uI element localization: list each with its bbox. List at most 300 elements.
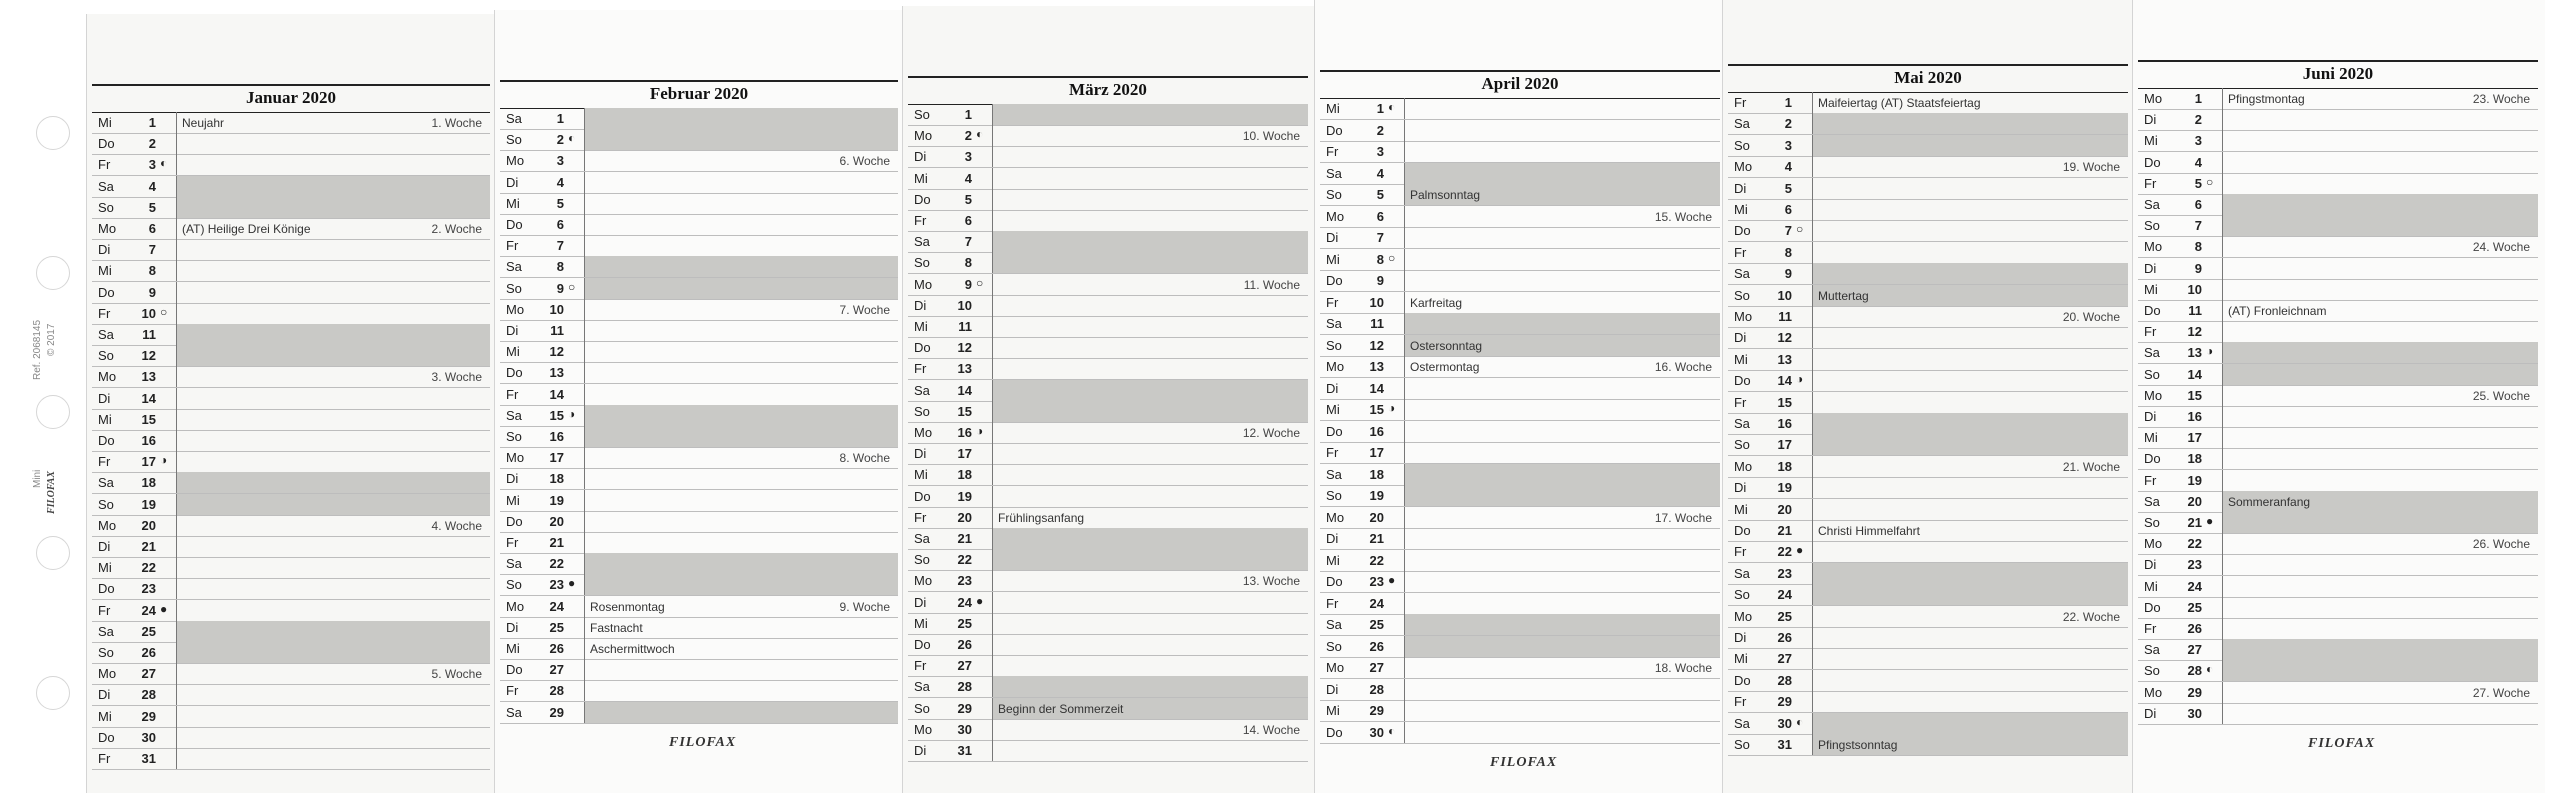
day-entry-area[interactable] [176,536,490,557]
day-row[interactable] [500,468,898,490]
day-row[interactable] [1320,442,1720,464]
day-entry-area[interactable] [1812,113,2128,134]
day-entry-area[interactable] [176,345,490,366]
day-row[interactable] [1728,370,2128,392]
day-entry-area[interactable] [1812,627,2128,648]
day-entry-area[interactable] [584,362,898,383]
day-entry-area[interactable] [584,278,898,299]
day-row[interactable] [92,706,490,728]
day-row[interactable] [2138,342,2538,364]
day-entry-area[interactable] [992,613,1308,634]
day-row[interactable] [1320,292,1720,314]
day-entry-area[interactable] [1812,691,2128,712]
day-row[interactable] [2138,639,2538,661]
day-row[interactable] [908,189,1308,211]
day-entry-area[interactable] [2222,364,2538,385]
day-entry-area[interactable] [1404,550,1720,571]
day-row[interactable] [1728,113,2128,135]
day-row[interactable] [1320,249,1720,271]
day-entry-area[interactable] [992,252,1308,273]
day-entry-area[interactable] [1812,263,2128,284]
day-row[interactable] [500,278,898,300]
day-entry-area[interactable] [1812,199,2128,220]
day-row[interactable] [2138,576,2538,598]
day-entry-area[interactable] [584,426,898,447]
day-entry-area[interactable] [1404,485,1720,506]
day-row[interactable] [500,426,898,448]
day-entry-area[interactable] [992,655,1308,676]
day-entry-area[interactable] [992,231,1308,252]
day-row[interactable] [92,324,490,346]
day-entry-area[interactable] [176,621,490,642]
day-entry-area[interactable] [584,511,898,532]
day-entry-area[interactable] [584,532,898,553]
day-entry-area[interactable] [584,574,898,595]
day-row[interactable] [1728,135,2128,157]
day-row[interactable] [2138,491,2538,513]
day-row[interactable] [500,680,898,702]
day-row[interactable] [500,447,898,469]
day-entry-area[interactable] [992,464,1308,485]
day-entry-area[interactable] [584,405,898,426]
day-row[interactable] [92,727,490,749]
day-row[interactable] [1728,691,2128,713]
day-entry-area[interactable] [992,380,1308,401]
day-entry-area[interactable] [1404,313,1720,334]
day-row[interactable] [92,515,490,537]
day-row[interactable] [92,642,490,664]
day-row[interactable] [908,380,1308,402]
day-row[interactable] [2138,554,2538,576]
day-row[interactable] [908,168,1308,190]
day-entry-area[interactable] [1404,141,1720,162]
day-entry-area[interactable] [2222,448,2538,469]
day-row[interactable] [92,366,490,388]
day-row[interactable] [1728,392,2128,414]
day-entry-area[interactable] [2222,512,2538,533]
day-row[interactable] [1728,477,2128,499]
day-row[interactable] [1728,499,2128,521]
day-entry-area[interactable] [176,472,490,493]
day-entry-area[interactable] [1404,722,1720,743]
day-row[interactable] [2138,406,2538,428]
day-entry-area[interactable] [584,384,898,405]
day-row[interactable] [1728,306,2128,328]
day-row[interactable] [2138,427,2538,449]
day-row[interactable] [92,345,490,367]
day-entry-area[interactable] [2222,109,2538,130]
day-row[interactable] [500,299,898,321]
day-entry-area[interactable] [2222,660,2538,681]
day-row[interactable] [2138,194,2538,216]
day-row[interactable] [908,125,1308,147]
day-row[interactable] [1728,520,2128,542]
day-row[interactable] [2138,236,2538,258]
day-row[interactable] [500,659,898,681]
day-row[interactable] [2138,448,2538,470]
day-row[interactable] [1320,485,1720,507]
day-row[interactable] [92,409,490,431]
day-entry-area[interactable] [1812,584,2128,605]
day-entry-area[interactable] [176,642,490,663]
day-entry-area[interactable] [992,337,1308,358]
day-entry-area[interactable] [1812,135,2128,156]
day-entry-area[interactable] [2222,215,2538,236]
day-row[interactable] [2138,364,2538,386]
day-entry-area[interactable] [1404,593,1720,614]
day-entry-area[interactable] [1404,528,1720,549]
day-entry-area[interactable] [584,129,898,150]
day-row[interactable] [908,231,1308,253]
day-row[interactable] [500,362,898,384]
day-row[interactable] [2138,88,2538,110]
day-entry-area[interactable] [176,388,490,409]
day-entry-area[interactable] [2222,427,2538,448]
day-row[interactable] [500,235,898,257]
day-entry-area[interactable] [584,702,898,723]
day-entry-area[interactable] [1404,421,1720,442]
day-entry-area[interactable] [992,528,1308,549]
day-row[interactable] [92,176,490,198]
day-row[interactable] [1320,528,1720,550]
day-entry-area[interactable] [2222,152,2538,173]
day-row[interactable] [908,146,1308,168]
day-entry-area[interactable] [1812,563,2128,584]
day-row[interactable] [500,150,898,172]
day-entry-area[interactable] [2222,597,2538,618]
day-row[interactable] [500,384,898,406]
day-row[interactable] [908,104,1308,126]
day-row[interactable] [2138,258,2538,280]
day-row[interactable] [1728,563,2128,585]
day-row[interactable] [2138,682,2538,704]
day-entry-area[interactable] [176,176,490,197]
day-row[interactable] [2138,512,2538,534]
day-row[interactable] [1320,722,1720,744]
day-entry-area[interactable] [176,197,490,218]
day-row[interactable] [500,532,898,554]
day-row[interactable] [908,698,1308,720]
day-entry-area[interactable] [1404,98,1720,119]
day-row[interactable] [500,511,898,533]
day-row[interactable] [2138,321,2538,343]
day-entry-area[interactable] [2222,342,2538,363]
day-entry-area[interactable] [1812,434,2128,455]
day-row[interactable] [1320,550,1720,572]
day-row[interactable] [92,430,490,452]
day-entry-area[interactable] [2222,639,2538,660]
day-row[interactable] [908,719,1308,741]
day-row[interactable] [2138,152,2538,174]
day-row[interactable] [92,451,490,473]
day-row[interactable] [92,388,490,410]
day-row[interactable] [908,570,1308,592]
day-entry-area[interactable] [2222,321,2538,342]
day-entry-area[interactable] [584,341,898,362]
day-entry-area[interactable] [584,235,898,256]
day-row[interactable] [1728,178,2128,200]
day-row[interactable] [500,490,898,512]
day-row[interactable] [92,303,490,325]
day-row[interactable] [908,655,1308,677]
day-row[interactable] [1728,156,2128,178]
day-entry-area[interactable] [1404,270,1720,291]
day-entry-area[interactable] [2222,554,2538,575]
day-entry-area[interactable] [176,430,490,451]
day-row[interactable] [1320,141,1720,163]
day-entry-area[interactable] [1812,499,2128,520]
day-row[interactable] [92,239,490,261]
day-row[interactable] [908,740,1308,762]
day-row[interactable] [92,684,490,706]
day-row[interactable] [2138,533,2538,555]
day-entry-area[interactable] [992,104,1308,125]
day-entry-area[interactable] [176,578,490,599]
day-row[interactable] [500,108,898,130]
day-row[interactable] [908,316,1308,338]
day-row[interactable] [92,282,490,304]
day-row[interactable] [1320,700,1720,722]
day-row[interactable] [1320,614,1720,636]
day-row[interactable] [92,494,490,516]
day-row[interactable] [2138,279,2538,301]
day-row[interactable] [1728,92,2128,114]
day-row[interactable] [1320,571,1720,593]
day-row[interactable] [92,748,490,770]
day-entry-area[interactable] [992,189,1308,210]
day-entry-area[interactable] [1404,378,1720,399]
day-entry-area[interactable] [1404,464,1720,485]
day-entry-area[interactable] [1812,178,2128,199]
day-row[interactable] [500,702,898,724]
day-entry-area[interactable] [1404,120,1720,141]
day-entry-area[interactable] [1404,227,1720,248]
day-row[interactable] [1320,356,1720,378]
day-entry-area[interactable] [992,549,1308,570]
day-row[interactable] [500,341,898,363]
day-row[interactable] [1728,413,2128,435]
day-row[interactable] [2138,215,2538,237]
day-row[interactable] [1728,285,2128,307]
day-entry-area[interactable] [992,634,1308,655]
day-entry-area[interactable] [992,401,1308,422]
day-entry-area[interactable] [2222,703,2538,724]
day-entry-area[interactable] [992,146,1308,167]
day-entry-area[interactable] [176,324,490,345]
day-row[interactable] [908,337,1308,359]
day-entry-area[interactable] [176,494,490,515]
day-entry-area[interactable] [2222,576,2538,597]
day-row[interactable] [908,274,1308,296]
day-entry-area[interactable] [1404,700,1720,721]
day-row[interactable] [908,613,1308,635]
day-row[interactable] [1728,456,2128,478]
day-entry-area[interactable] [176,239,490,260]
day-row[interactable] [1728,349,2128,371]
day-row[interactable] [500,638,898,660]
day-row[interactable] [92,472,490,494]
day-entry-area[interactable] [176,684,490,705]
day-row[interactable] [500,320,898,342]
day-row[interactable] [92,133,490,155]
day-entry-area[interactable] [176,303,490,324]
day-entry-area[interactable] [992,358,1308,379]
day-entry-area[interactable] [1812,413,2128,434]
day-row[interactable] [2138,470,2538,492]
day-row[interactable] [1728,670,2128,692]
day-row[interactable] [2138,660,2538,682]
day-row[interactable] [2138,385,2538,407]
day-row[interactable] [1320,679,1720,701]
day-row[interactable] [92,621,490,643]
day-row[interactable] [1728,327,2128,349]
day-row[interactable] [1320,464,1720,486]
day-row[interactable] [1320,593,1720,615]
day-row[interactable] [500,405,898,427]
day-entry-area[interactable] [1404,679,1720,700]
day-row[interactable] [1320,313,1720,335]
day-entry-area[interactable] [1812,648,2128,669]
day-row[interactable] [500,214,898,236]
day-row[interactable] [92,536,490,558]
day-row[interactable] [1728,713,2128,735]
day-entry-area[interactable] [992,443,1308,464]
day-entry-area[interactable] [992,316,1308,337]
day-entry-area[interactable] [1404,614,1720,635]
day-row[interactable] [92,154,490,176]
day-entry-area[interactable] [2222,279,2538,300]
day-entry-area[interactable] [584,193,898,214]
day-entry-area[interactable] [2222,618,2538,639]
day-entry-area[interactable] [584,256,898,277]
day-row[interactable] [500,553,898,575]
day-entry-area[interactable] [992,740,1308,761]
day-row[interactable] [908,549,1308,571]
day-row[interactable] [1728,434,2128,456]
day-entry-area[interactable] [1812,541,2128,562]
day-entry-area[interactable] [1404,399,1720,420]
day-row[interactable] [500,574,898,596]
day-entry-area[interactable] [1404,571,1720,592]
day-row[interactable] [500,193,898,215]
day-entry-area[interactable] [2222,406,2538,427]
day-row[interactable] [500,172,898,194]
day-row[interactable] [500,596,898,618]
day-row[interactable] [1728,627,2128,649]
day-row[interactable] [908,401,1308,423]
day-row[interactable] [1320,335,1720,357]
day-row[interactable] [1728,606,2128,628]
day-row[interactable] [1320,270,1720,292]
day-entry-area[interactable] [1812,477,2128,498]
day-row[interactable] [2138,130,2538,152]
day-row[interactable] [908,634,1308,656]
day-row[interactable] [1320,98,1720,120]
day-entry-area[interactable] [584,680,898,701]
day-entry-area[interactable] [1812,670,2128,691]
day-row[interactable] [908,358,1308,380]
day-row[interactable] [1320,120,1720,142]
day-row[interactable] [1728,242,2128,264]
day-entry-area[interactable] [1404,442,1720,463]
day-row[interactable] [908,210,1308,232]
day-row[interactable] [1728,199,2128,221]
day-entry-area[interactable] [176,557,490,578]
day-entry-area[interactable] [584,490,898,511]
day-entry-area[interactable] [176,260,490,281]
day-entry-area[interactable] [992,168,1308,189]
day-entry-area[interactable] [992,210,1308,231]
day-row[interactable] [1320,163,1720,185]
day-row[interactable] [908,592,1308,614]
day-row[interactable] [908,464,1308,486]
day-row[interactable] [1320,507,1720,529]
day-row[interactable] [1320,227,1720,249]
day-entry-area[interactable] [1812,327,2128,348]
day-entry-area[interactable] [1812,370,2128,391]
day-entry-area[interactable] [176,727,490,748]
day-entry-area[interactable] [2222,258,2538,279]
day-entry-area[interactable] [584,108,898,129]
day-row[interactable] [1320,636,1720,658]
day-entry-area[interactable] [1404,636,1720,657]
day-row[interactable] [500,617,898,639]
day-row[interactable] [908,528,1308,550]
day-entry-area[interactable] [1812,220,2128,241]
day-entry-area[interactable] [584,172,898,193]
day-entry-area[interactable] [2222,130,2538,151]
day-row[interactable] [2138,173,2538,195]
day-row[interactable] [908,422,1308,444]
day-row[interactable] [500,129,898,151]
day-entry-area[interactable] [176,409,490,430]
day-entry-area[interactable] [1812,392,2128,413]
day-row[interactable] [92,600,490,622]
day-entry-area[interactable] [584,553,898,574]
day-entry-area[interactable] [176,133,490,154]
day-row[interactable] [1320,657,1720,679]
day-entry-area[interactable] [584,320,898,341]
day-row[interactable] [908,443,1308,465]
day-entry-area[interactable] [2222,470,2538,491]
day-row[interactable] [92,112,490,134]
day-row[interactable] [1320,421,1720,443]
day-entry-area[interactable] [1812,242,2128,263]
day-row[interactable] [92,557,490,579]
day-row[interactable] [908,252,1308,274]
day-row[interactable] [92,578,490,600]
day-entry-area[interactable] [2222,173,2538,194]
day-row[interactable] [2138,597,2538,619]
day-entry-area[interactable] [584,468,898,489]
day-row[interactable] [908,486,1308,508]
day-row[interactable] [92,260,490,282]
day-entry-area[interactable] [176,748,490,769]
day-entry-area[interactable] [992,295,1308,316]
day-row[interactable] [1320,184,1720,206]
day-row[interactable] [1728,734,2128,756]
day-entry-area[interactable] [176,154,490,175]
day-entry-area[interactable] [1812,349,2128,370]
day-row[interactable] [1320,378,1720,400]
day-row[interactable] [2138,703,2538,725]
day-entry-area[interactable] [1812,713,2128,734]
day-row[interactable] [1728,648,2128,670]
day-entry-area[interactable] [176,282,490,303]
day-row[interactable] [908,676,1308,698]
day-row[interactable] [908,295,1308,317]
day-entry-area[interactable] [2222,194,2538,215]
